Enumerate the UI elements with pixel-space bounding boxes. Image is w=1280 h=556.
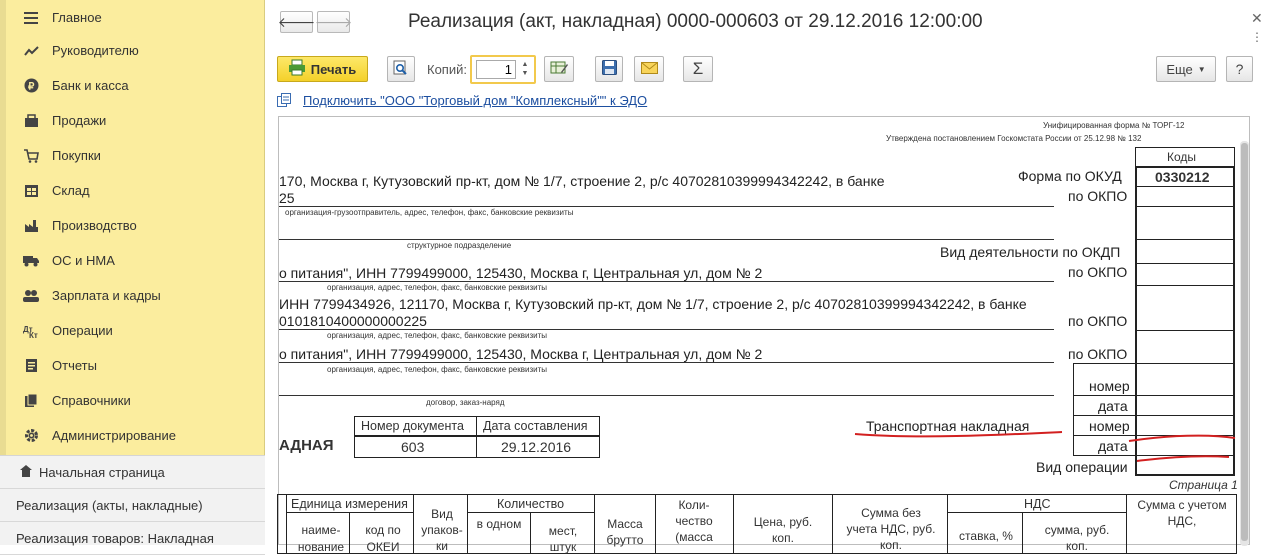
- debit-credit-icon: [23, 323, 39, 339]
- vat-sum-header: сумма, руб. коп.: [1044, 523, 1110, 553]
- transport-waybill-label: Транспортная накладная: [866, 418, 1030, 434]
- cart-icon: [23, 113, 39, 129]
- pack-type-header: Вид упаков-ки: [421, 507, 463, 553]
- operation-type-label: Вид операции: [1036, 459, 1128, 475]
- people-icon: [23, 288, 39, 304]
- col-line: [594, 494, 595, 554]
- print-button[interactable]: [277, 56, 368, 82]
- okdp-label: Вид деятельности по ОКДП: [940, 244, 1121, 260]
- copies-input[interactable]: [476, 60, 516, 79]
- col-line: [947, 494, 948, 554]
- copies-field: [470, 55, 536, 84]
- scrollbar-thumb[interactable]: [1241, 143, 1248, 541]
- sidebar-item-directories[interactable]: [0, 383, 265, 418]
- qty-one-header: в одном: [476, 517, 522, 531]
- doc-number-header: Номер документа: [361, 419, 464, 433]
- sum-with-vat-header: Сумма с учетом НДС,: [1137, 498, 1227, 528]
- sum-button[interactable]: [683, 56, 713, 82]
- gross-mass-header: Масса брутто: [606, 517, 644, 547]
- sidebar-item-salary[interactable]: [0, 278, 265, 313]
- sidebar-item-label: Банк и касса: [52, 78, 129, 93]
- edo-icon: [277, 93, 292, 110]
- sidebar-item-label: Администрирование: [52, 428, 176, 443]
- document-window: [266, 0, 1280, 554]
- email-button[interactable]: [634, 56, 664, 82]
- open-window-sales-list[interactable]: [0, 489, 265, 522]
- date-label-1: дата: [1098, 398, 1128, 414]
- unit-name-header: наиме-нование: [297, 523, 345, 554]
- printer-icon: [289, 60, 305, 78]
- open-window-label: Реализация товаров: Накладная: [16, 530, 214, 546]
- okud-value: 0330212: [1155, 169, 1210, 185]
- consignee-line: о питания", ИНН 7799499000, 125430, Москва г, Центральная ул, дом № 2: [279, 265, 763, 281]
- col-line: [655, 494, 656, 554]
- sidebar-item-bank[interactable]: [0, 68, 265, 103]
- sidebar-item-label: Производство: [52, 218, 137, 233]
- col-line: [467, 494, 468, 554]
- warehouse-icon: [23, 183, 39, 199]
- red-annotations: [279, 117, 1239, 546]
- save-button[interactable]: [595, 56, 623, 82]
- row-line: [947, 512, 1126, 513]
- close-icon[interactable]: ✕: [1251, 10, 1263, 26]
- sidebar-item-main[interactable]: [0, 0, 265, 35]
- sidebar-item-label: Зарплата и кадры: [52, 288, 161, 303]
- codes-header: Коды: [1167, 150, 1197, 164]
- sidebar-item-director[interactable]: [0, 33, 265, 68]
- consignee-caption: организация, адрес, телефон, факс, банковские реквизиты: [327, 283, 547, 292]
- form-unified-label: Унифицированная форма № ТОРГ-12: [1043, 121, 1185, 130]
- okpo-label-2: по ОКПО: [1068, 264, 1128, 280]
- row-line: [286, 512, 413, 513]
- col-line: [530, 512, 531, 554]
- document-title: АДНАЯ: [279, 437, 334, 454]
- arrow-right-icon: 🡒: [314, 13, 353, 30]
- envelope-icon: [641, 62, 658, 77]
- help-button[interactable]: [1226, 56, 1253, 82]
- sidebar-item-label: Главное: [52, 10, 102, 25]
- truck-icon: [23, 253, 39, 269]
- svg-text:Кт: Кт: [29, 330, 38, 340]
- shipper-line-1: 170, Москва г, Кутузовский пр-кт, дом № 1/7, строение 2, р/с 40702810399994342242, в банке: [279, 173, 885, 189]
- open-window-sales-doc[interactable]: [0, 522, 265, 555]
- chevron-down-icon: ▼: [1197, 64, 1206, 74]
- menu-icon: [23, 10, 39, 26]
- row-line: [467, 512, 594, 513]
- unit-okei-header: код по ОКЕИ: [365, 523, 401, 554]
- red-mark-number: [1129, 436, 1235, 441]
- sidebar-item-warehouse[interactable]: [0, 173, 265, 208]
- doc-date-header: Дата составления: [483, 419, 588, 433]
- open-window-home[interactable]: [0, 456, 265, 489]
- supplier-line-1: ИНН 7799434926, 121170, Москва г, Кутузовский пр-кт, дом № 1/7, строение 2, р/с 40702810399994342242, в банке: [279, 296, 1027, 312]
- arrow-left-icon: 🡐: [277, 13, 316, 30]
- vat-header: НДС: [1024, 497, 1051, 511]
- home-icon: [20, 465, 32, 480]
- col-line: [733, 494, 734, 554]
- more-window-icon[interactable]: ⋮: [1251, 30, 1263, 44]
- number-label-2: номер: [1089, 418, 1130, 434]
- books-icon: [23, 393, 39, 409]
- chart-up-icon: [23, 43, 39, 59]
- red-underline-transport: [855, 432, 1062, 436]
- vat-rate-header: ставка, %: [959, 529, 1013, 543]
- okpo-label-4: по ОКПО: [1068, 346, 1128, 362]
- basis-caption: договор, заказ-наряд: [426, 398, 505, 407]
- open-window-label: Реализация (акты, накладные): [16, 497, 203, 513]
- svg-text:Дт: Дт: [23, 324, 33, 334]
- sidebar-item-label: Склад: [52, 183, 90, 198]
- payer-line: о питания", ИНН 7799499000, 125430, Москва г, Центральная ул, дом № 2: [279, 346, 763, 362]
- ruble-icon: [23, 78, 39, 94]
- sidebar-item-admin[interactable]: [0, 418, 265, 453]
- okud-label: Форма по ОКУД: [1018, 168, 1122, 184]
- supplier-line-2: 0101810400000000225: [279, 313, 427, 329]
- sidebar-item-label: Руководителю: [52, 43, 139, 58]
- doc-number: 603: [401, 439, 425, 455]
- sidebar-item-sales[interactable]: [0, 103, 265, 138]
- connect-edo-link[interactable]: Подключить "ООО "Торговый дом "Комплексный"" к ЭДО: [303, 93, 648, 108]
- more-label: Еще: [1166, 61, 1193, 77]
- page-number: Страница 1: [1169, 478, 1238, 492]
- sidebar-item-assets[interactable]: [0, 243, 265, 278]
- shipper-caption: организация-грузоотправитель, адрес, телефон, факс, банковские реквизиты: [285, 208, 574, 217]
- sidebar-item-operations[interactable]: [0, 313, 265, 348]
- preview-button[interactable]: [387, 56, 415, 82]
- qty-header: Количество: [497, 497, 565, 511]
- svg-text:₽: ₽: [27, 81, 34, 93]
- sidebar-item-reports[interactable]: [0, 348, 265, 383]
- printed-form: [278, 116, 1250, 554]
- price-header: Цена, руб. коп.: [753, 515, 813, 545]
- floppy-icon: [602, 60, 617, 78]
- sidebar-item-label: Справочники: [52, 393, 131, 408]
- col-line: [349, 512, 350, 554]
- shipper-line-2: 25: [279, 190, 295, 206]
- sigma-icon: Σ: [692, 59, 704, 78]
- col-line: [1022, 512, 1023, 554]
- col-line: [1126, 494, 1127, 554]
- sidebar-item-production[interactable]: [0, 208, 265, 243]
- open-window-label: Начальная страница: [39, 464, 165, 480]
- col-line: [413, 494, 414, 554]
- sidebar-item-label: Операции: [52, 323, 113, 338]
- number-label-1: номер: [1089, 378, 1130, 394]
- back-button[interactable]: [277, 11, 316, 33]
- table-edit-icon: [550, 60, 568, 78]
- copies-stepper[interactable]: ▲ ▼: [521, 61, 529, 77]
- sidebar-item-label: Покупки: [52, 148, 101, 163]
- doc-date: 29.12.2016: [501, 439, 572, 455]
- division-caption: структурное подразделение: [407, 241, 512, 250]
- payer-caption: организация, адрес, телефон, факс, банковские реквизиты: [327, 365, 547, 374]
- copies-label: Копий:: [427, 62, 467, 77]
- col-line: [832, 494, 833, 554]
- forward-button[interactable]: [314, 11, 353, 33]
- gear-icon: [23, 428, 39, 444]
- qty-places-header: мест, штук: [548, 524, 578, 554]
- help-label: ?: [1235, 61, 1244, 77]
- unit-header: Единица измерения: [291, 497, 408, 511]
- basket-icon: [23, 148, 39, 164]
- sidebar-item-purchases[interactable]: [0, 138, 265, 173]
- sidebar-item-label: Отчеты: [52, 358, 97, 373]
- factory-icon: [23, 218, 39, 234]
- magnifier-icon: [393, 60, 409, 79]
- okpo-label-3: по ОКПО: [1068, 313, 1128, 329]
- sidebar-item-label: ОС и НМА: [52, 253, 115, 268]
- page-title: Реализация (акт, накладная) 0000-000603 от 29.12.2016 12:00:00: [408, 11, 983, 32]
- sum-no-vat-header: Сумма без учета НДС, руб. коп.: [846, 506, 936, 552]
- open-windows-panel: [0, 455, 265, 545]
- form-approved-label: Утверждена постановлением Госкомстата России от 25.12.98 № 132: [886, 134, 1142, 143]
- supplier-caption: организация, адрес, телефон, факс, банковские реквизиты: [327, 331, 547, 340]
- col-line: [286, 494, 287, 554]
- okpo-label-1: по ОКПО: [1068, 188, 1128, 204]
- qty-net-header: Коли-чество (масса: [675, 498, 713, 544]
- print-label: Печать: [310, 61, 357, 77]
- sidebar: [0, 0, 265, 545]
- date-label-2: дата: [1098, 438, 1128, 454]
- red-mark-date: [1137, 456, 1229, 461]
- sidebar-item-label: Продажи: [52, 113, 107, 128]
- report-icon: [23, 358, 39, 374]
- more-button[interactable]: [1156, 56, 1216, 82]
- edit-table-button[interactable]: [544, 56, 574, 82]
